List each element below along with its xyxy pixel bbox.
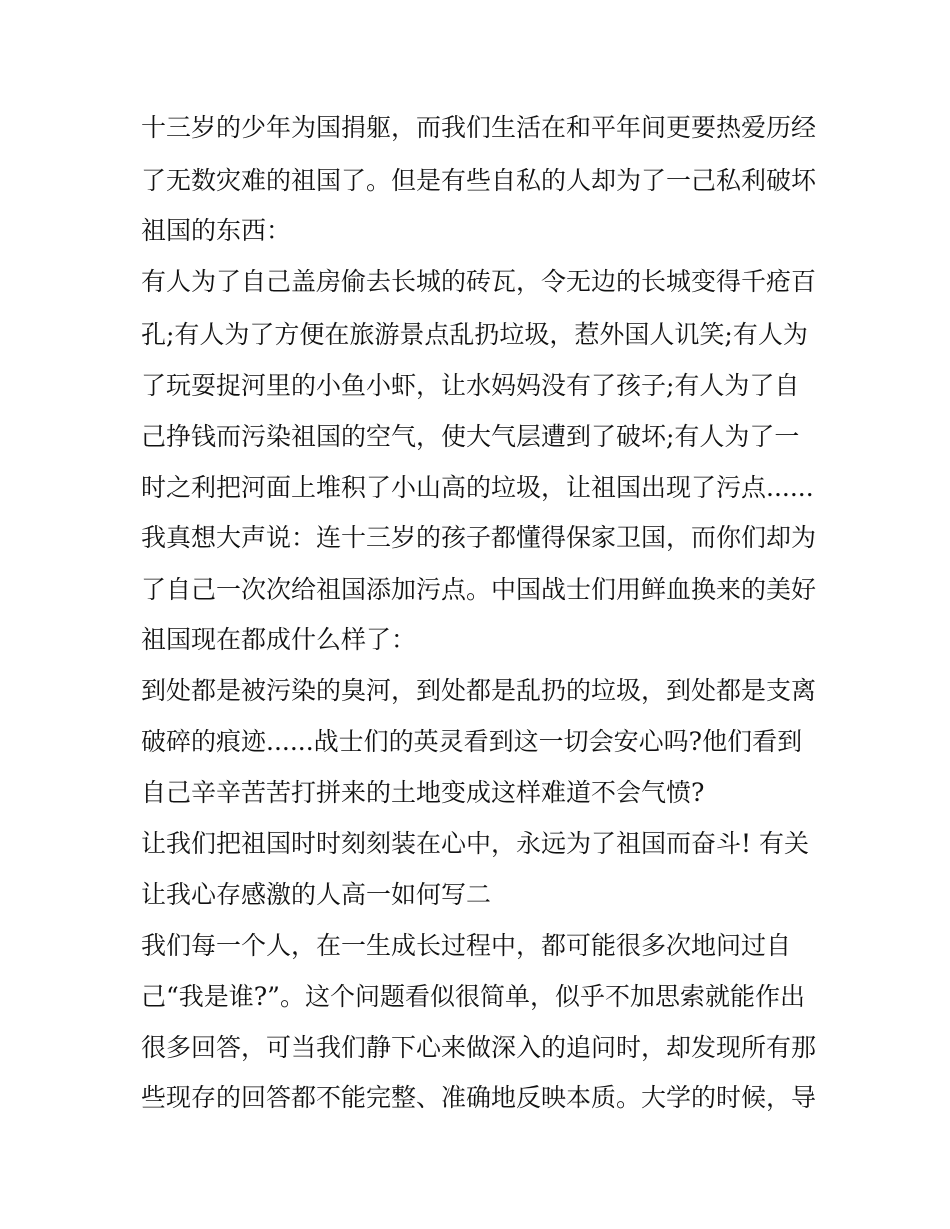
- text-line: 了无数灾难的祖国了。但是有些自私的人却为了一己私利破坏: [141, 166, 817, 195]
- text-line: 我们每一个人，在一生成长过程中，都可能很多次地问过自: [141, 931, 792, 960]
- text-line: 孔;有人为了方便在旅游景点乱扔垃圾，惹外国人讥笑;有人为: [141, 320, 808, 349]
- text-line: 十三岁的少年为国捐躯，而我们生活在和平年间更要热爱历经: [141, 113, 817, 142]
- text-line: 祖国的东西：: [141, 216, 292, 245]
- text-line: 己挣钱而污染祖国的空气，使大气层遭到了破坏;有人为了一: [141, 422, 800, 451]
- text-line: 了玩耍捉河里的小鱼小虾，让水妈妈没有了孩子;有人为了自: [141, 371, 800, 400]
- text-line: 破碎的痕迹......战士们的英灵看到这一切会安心吗?他们看到: [141, 727, 803, 756]
- text-line: 有人为了自己盖房偷去长城的砖瓦，令无边的长城变得千疮百: [141, 267, 817, 296]
- text-line: 我真想大声说：连十三岁的孩子都懂得保家卫国，而你们却为: [141, 523, 817, 552]
- text-line: 到处都是被污染的臭河，到处都是乱扔的垃圾，到处都是支离: [141, 676, 817, 705]
- text-line: 让我心存感激的人高一如何写二: [141, 880, 492, 909]
- text-line: 祖国现在都成什么样了：: [141, 625, 417, 654]
- text-line: 让我们把祖国时时刻刻装在心中，永远为了祖国而奋斗! 有关: [141, 829, 809, 858]
- text-line: 己“我是谁?”。这个问题看似很简单，似乎不加思索就能作出: [141, 982, 805, 1011]
- text-line: 些现存的回答都不能完整、准确地反映本质。大学的时候，导: [141, 1083, 817, 1112]
- text-line: 自己辛辛苦苦打拼来的土地变成这样难道不会气愤?: [141, 778, 705, 807]
- text-line: 了自己一次次给祖国添加污点。中国战士们用鲜血换来的美好: [141, 575, 817, 604]
- text-line: 很多回答，可当我们静下心来做深入的追问时，却发现所有那: [141, 1033, 817, 1062]
- text-line: 时之利把河面上堆积了小山高的垃圾，让祖国出现了污点......: [141, 473, 814, 502]
